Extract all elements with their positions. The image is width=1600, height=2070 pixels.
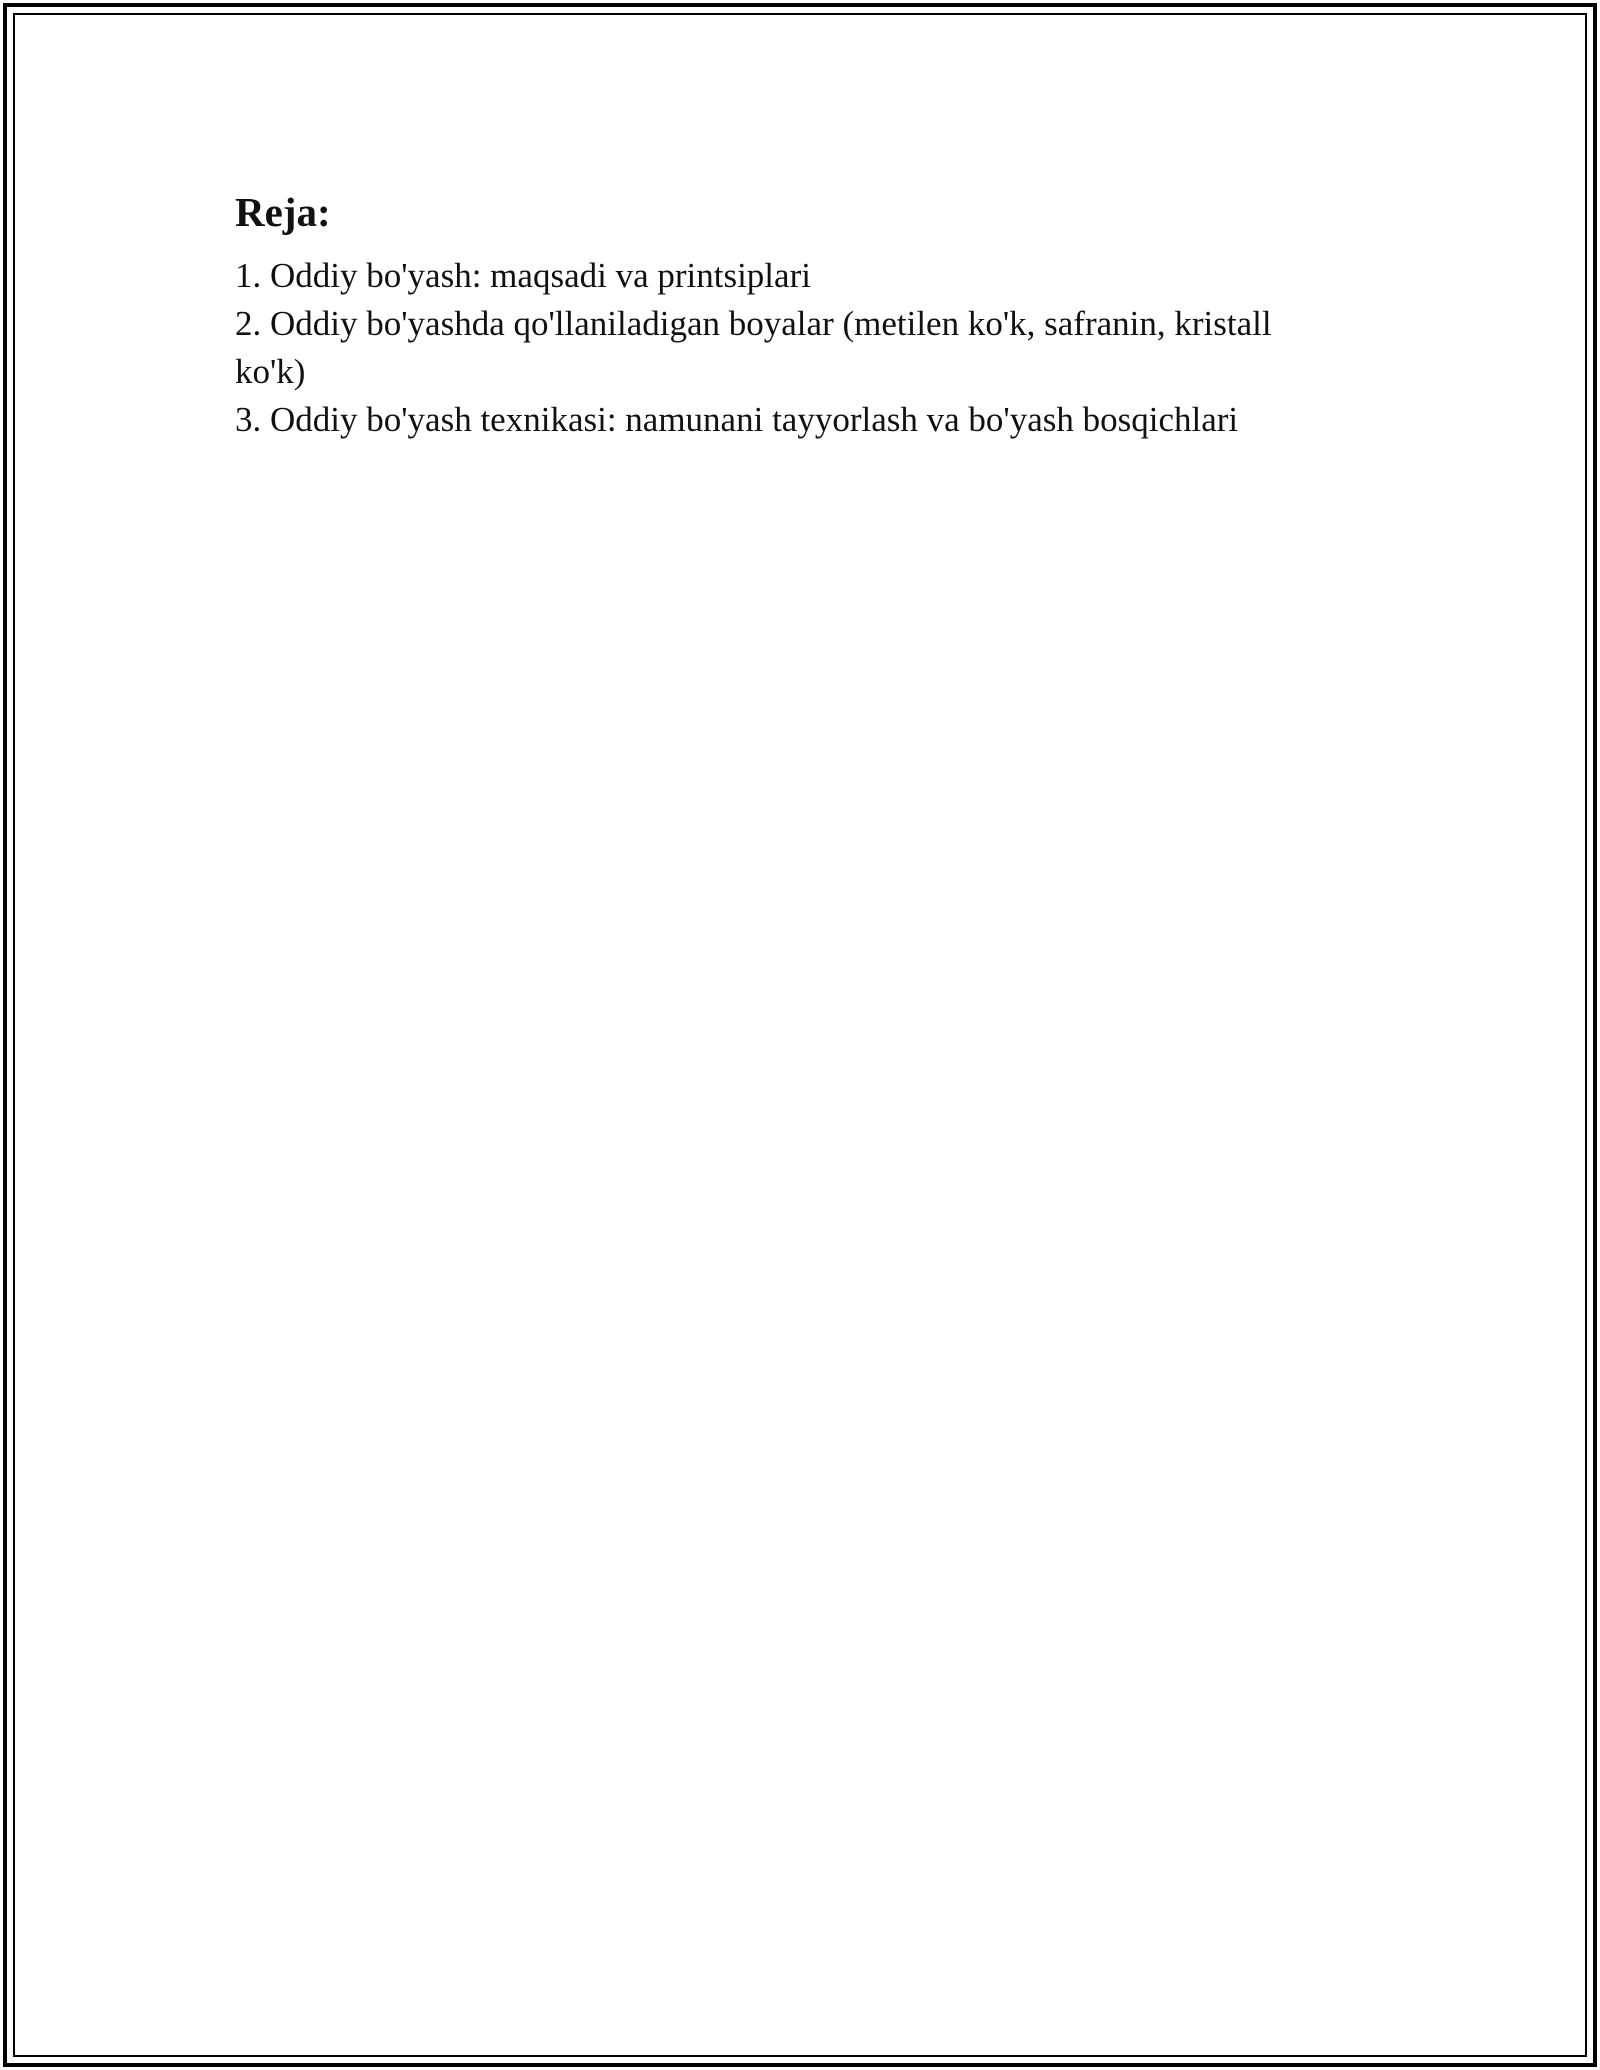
- plan-heading: Reja:: [235, 189, 331, 235]
- plan-item-3: 3. Oddiy bo'yash texnikasi: namunani tayyorlash va bo'yash bosqichlari: [235, 400, 1239, 439]
- plan-list: [235, 252, 1350, 444]
- document-content: [235, 180, 1350, 444]
- plan-item-2: 2. Oddiy bo'yashda qo'llaniladigan boyalar (metilen ko'k, safranin, kristall ko'k): [235, 304, 1272, 391]
- plan-item-1: 1. Oddiy bo'yash: maqsadi va printsiplari: [235, 256, 811, 295]
